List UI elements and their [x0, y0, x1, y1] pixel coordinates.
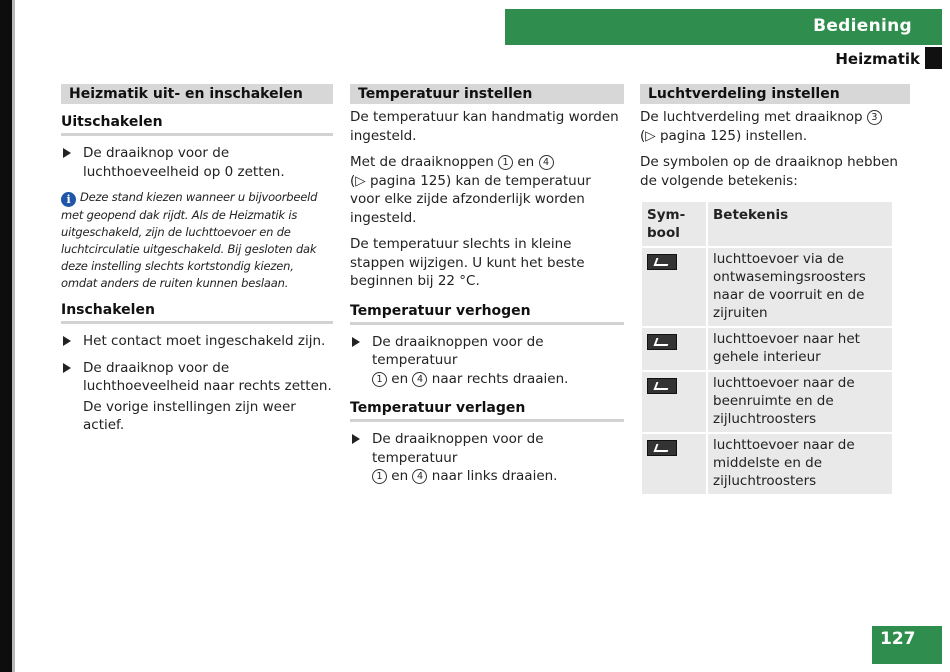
symbol-cell — [641, 327, 707, 371]
info-icon: i — [61, 192, 76, 207]
bullet-arrow-icon — [63, 148, 71, 158]
chapter-header — [505, 9, 942, 45]
paragraph — [640, 108, 910, 145]
subheading-lower: Temperatuur verlagen — [350, 400, 624, 422]
bullet-arrow-icon — [352, 434, 360, 444]
step-text: Het contact moet ingeschakeld zijn. — [83, 333, 326, 349]
knob-number-badge: 4 — [412, 372, 427, 387]
subheading-raise: Temperatuur verhogen — [350, 303, 624, 325]
meaning-cell: luchttoevoer naar de beenruimte en de zijluchtroosters — [707, 371, 893, 433]
thumb-index-mark — [925, 47, 942, 69]
bullet-arrow-icon — [63, 336, 71, 346]
step-text: De draaiknop voor de luchthoeveelheid op 0 zetten. — [83, 145, 285, 180]
table-row — [641, 327, 893, 371]
paragraph-text: (▷ pagina 125) instellen. — [640, 127, 808, 144]
subheading-off: Uitschakelen — [61, 114, 333, 136]
step-item — [350, 333, 624, 389]
symbol-table — [640, 200, 894, 496]
meaning-cell: luchttoevoer naar de middelste en de zijluchtroosters — [707, 433, 893, 495]
binding-edge-shadow — [12, 0, 15, 672]
paragraph: De symbolen op de draaiknop hebben de volgende betekenis: — [640, 154, 898, 189]
subheading-on: Inschakelen — [61, 302, 333, 324]
paragraph: De temperatuur slechts in kleine stappen wijzigen. U kunt het beste beginnen bij 22 °C. — [350, 236, 585, 289]
step-item — [61, 332, 333, 351]
note-text: Deze stand kiezen wanneer u bijvoorbeeld met geopend dak rijdt. Als de Heizmatik is uitgeschakeld, zijn de luchttoevoer en de luchtcirculatie uitgeschakeld. Bij gesloten dak deze instelling slechts kortstondig kiezen, omdat anders de ruiten kunnen beslaan. — [61, 190, 318, 290]
bullet-arrow-icon — [352, 337, 360, 347]
column-header-meaning: Betekenis — [707, 201, 893, 247]
table-row — [641, 371, 893, 433]
step-result: De vorige instellingen zijn weer actief. — [83, 398, 296, 433]
section-heading: Luchtverdeling instellen — [640, 84, 910, 104]
step-item — [350, 430, 624, 486]
table-row — [641, 433, 893, 495]
column-heizmatik-on-off — [61, 84, 333, 443]
knob-number-badge: 1 — [372, 469, 387, 484]
chapter-title: Bediening — [813, 16, 912, 36]
symbol-cell — [641, 433, 707, 495]
table-row — [641, 247, 893, 327]
paragraph — [350, 153, 624, 227]
section-title: Heizmatik — [835, 50, 920, 68]
paragraph-text: De luchtverdeling met draaiknop — [640, 109, 863, 125]
step-text: De draaiknoppen voor de temperatuur — [372, 333, 544, 368]
paragraph-text: (▷ pagina 125) kan de temperatuur voor elke zijde afzonderlijk worden ingesteld. — [350, 172, 591, 226]
info-note — [61, 189, 333, 292]
section-heading: Heizmatik uit- en inschakelen — [61, 84, 333, 104]
symbol-cell — [641, 247, 707, 327]
knob-number-badge: 3 — [867, 110, 882, 125]
paragraph-text: Met de draaiknoppen — [350, 154, 494, 170]
meaning-cell: luchttoevoer naar het gehele interieur — [707, 327, 893, 371]
symbol-cell — [641, 371, 707, 433]
step-text: naar links draaien. — [431, 468, 558, 484]
column-air-distribution — [640, 84, 910, 496]
paragraph-text: en — [517, 154, 535, 170]
binding-edge — [0, 0, 12, 672]
column-temperature — [350, 84, 624, 494]
knob-number-badge: 4 — [412, 469, 427, 484]
section-heading: Temperatuur instellen — [350, 84, 624, 104]
page-number: 127 — [872, 626, 942, 664]
paragraph: De temperatuur kan handmatig worden ingesteld. — [350, 109, 619, 144]
step-text: De draaiknoppen voor de temperatuur — [372, 431, 544, 466]
whole-interior-icon — [647, 334, 677, 350]
defrost-vents-icon — [647, 254, 677, 270]
knob-number-badge: 4 — [539, 155, 554, 170]
knob-number-badge: 1 — [498, 155, 513, 170]
step-item — [61, 144, 333, 181]
step-item — [61, 359, 333, 396]
footwell-vents-icon — [647, 378, 677, 394]
bullet-arrow-icon — [63, 363, 71, 373]
table-header-row — [641, 201, 893, 247]
column-header-symbol: Symbool — [641, 201, 707, 247]
step-text: en — [391, 468, 409, 484]
step-text: naar rechts draaien. — [431, 370, 569, 387]
center-vents-icon — [647, 440, 677, 456]
knob-number-badge: 1 — [372, 372, 387, 387]
step-text: De draaiknop voor de luchthoeveelheid naar rechts zetten. — [83, 359, 332, 394]
step-text: en — [391, 370, 409, 387]
meaning-cell: luchttoevoer via de ontwasemingsroosters naar de voorruit en de zijruiten — [707, 247, 893, 327]
